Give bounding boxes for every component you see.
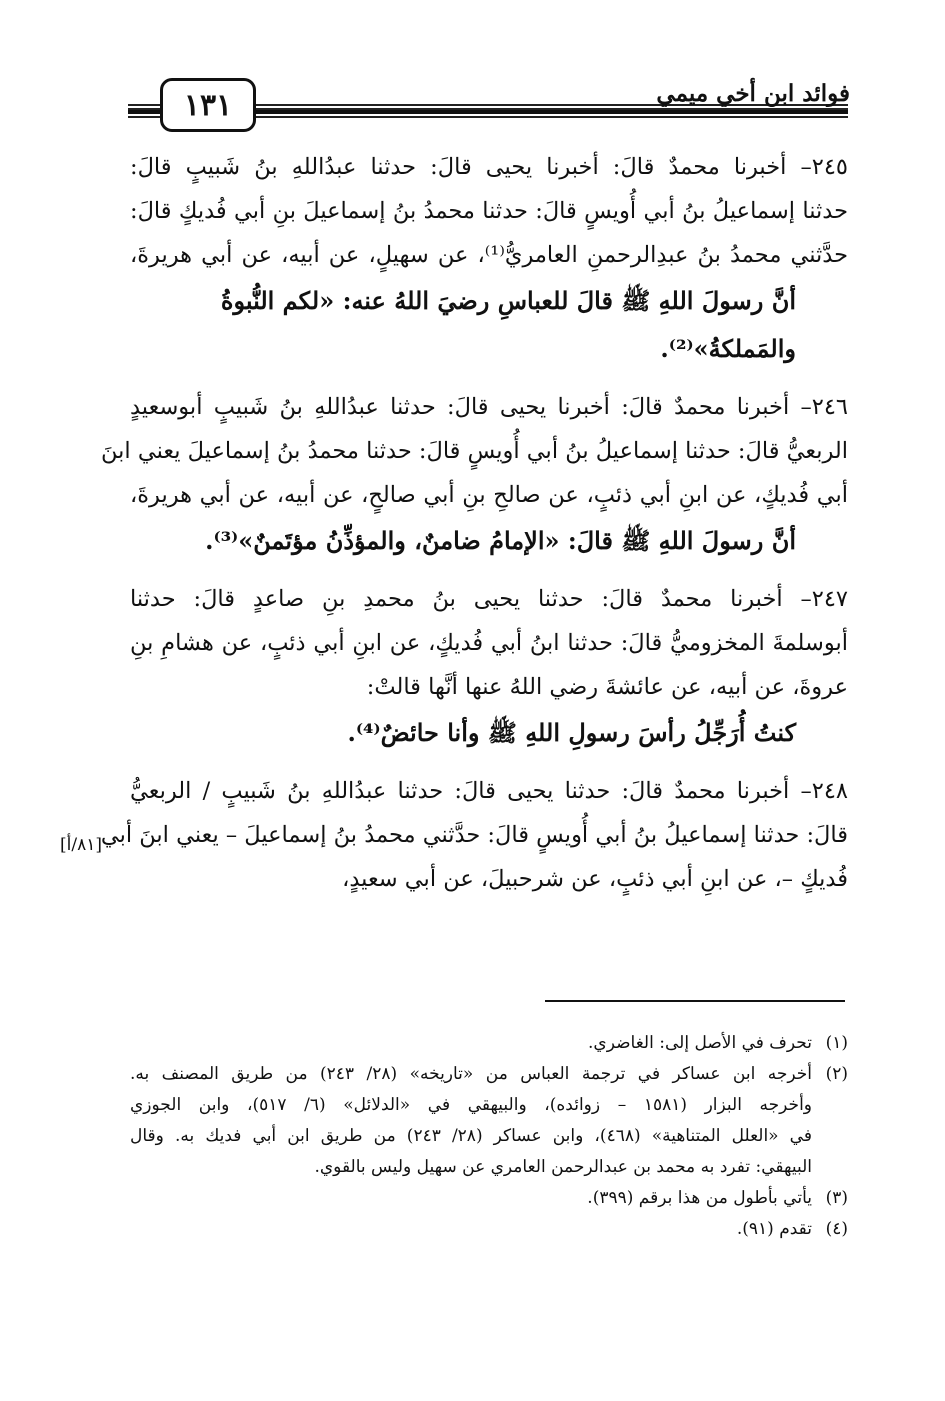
- text-line: قالَ: حدثنا إسماعيلُ بنُ أبي أُويسٍ قالَ: حدَّثني محمدُ بنُ إسماعيلَ – يعني ابنَ أبي: [100, 822, 848, 848]
- footnote-separator: [545, 1000, 845, 1002]
- hadith-246: [101, 385, 848, 565]
- footnote-text: يأتي بأطول من هذا برقم (٣٩٩).: [587, 1188, 812, 1208]
- footnote-text: تحرف في الأصل إلى: الغاضري.: [588, 1033, 812, 1053]
- text-line: الربعيُّ قالَ: حدثنا إسماعيلُ بنُ أبي أُويسٍ قالَ: حدثنا محمدُ بنُ إسماعيلَ يعني ابنَ: [101, 438, 848, 464]
- main-text: [100, 145, 848, 913]
- footnote-3: [130, 1183, 848, 1214]
- text-line: ٢٤٥– أخبرنا محمدٌ قالَ: أخبرنا يحيى قالَ: حدثنا عبدُاللهِ بنُ شَبيبٍ قالَ:: [130, 154, 848, 180]
- footnote-2-continuation: وأخرجه البزار (١٥٨١ – زوائده)، والبيهقي في «الدلائل» (٦/ ٥١٧)، وابن الجوزي: [130, 1095, 812, 1115]
- running-title: فوائد ابن أخي ميمي: [656, 80, 850, 107]
- text-line: ٢٤٧– أخبرنا محمدٌ قالَ: حدثنا يحيى بنُ محمدِ بنِ صاعدٍ قالَ: حدثنا: [130, 586, 848, 612]
- manuscript-folio-marker: [٨١/أ]: [60, 835, 102, 855]
- text-line: ٢٤٨– أخبرنا محمدٌ قالَ: حدثنا يحيى قالَ: حدثنا عبدُاللهِ بنُ شَبيبٍ / الربعيُّ: [130, 778, 848, 804]
- footnote-number: (٢): [825, 1064, 848, 1084]
- footnote-number: (٣): [825, 1188, 848, 1208]
- footnote-number: (١): [825, 1033, 848, 1053]
- footnote-number: (٤): [825, 1219, 848, 1239]
- hadith-245: [130, 145, 848, 373]
- text-line: أبي فُديكٍ، عن ابنِ أبي ذئبٍ، عن صالحِ بنِ أبي صالحٍ، عن أبيه، عن أبي هريرةَ،: [130, 482, 848, 508]
- footnote-2-continuation: البيهقي: تفرد به محمد بن عبدالرحمن العامري عن سهيل وليس بالقوي.: [314, 1157, 812, 1177]
- text-line: ٢٤٦– أخبرنا محمدٌ قالَ: أخبرنا يحيى قالَ: حدثنا عبدُاللهِ بنُ شَبيبٍ أبوسعيدٍ: [130, 394, 848, 420]
- text-line: أبوسلمةَ المخزوميُّ قالَ: حدثنا ابنُ أبي فُديكٍ، عن ابنِ أبي ذئبٍ، عن هشامِ بنِ: [130, 630, 848, 656]
- text-line: عروةَ، عن أبيه، عن عائشةَ رضي اللهُ عنها أنَّها قالتْ:: [366, 674, 848, 700]
- footnote-2-continuation: في «العلل المتناهية» (٤٦٨)، وابن عساكر (٢٨/ ٢٤٣) من طريق ابن أبي فديك به. وقال: [130, 1126, 812, 1146]
- footnote-4: [130, 1214, 848, 1245]
- text-line: فُديكٍ –، عن ابنِ أبي ذئبٍ، عن شرحبيلَ، عن أبي سعيدٍ،: [342, 866, 848, 892]
- hadith-quote: كنتُ أُرَجِّلُ رأسَ رسولِ اللهِ ﷺ وأنا حائضٌ⁽⁴⁾.: [347, 718, 796, 747]
- text-line: حدثنا إسماعيلُ بنُ أبي أُويسٍ قالَ: حدثنا محمدُ بنُ إسماعيلَ بنِ أبي فُديكٍ قالَ:: [130, 198, 848, 224]
- hadith-247: [130, 577, 848, 757]
- footnote-2: [130, 1059, 848, 1090]
- hadith-248: [100, 769, 848, 901]
- hadith-quote: أنَّ رسولَ اللهِ ﷺ قالَ: «الإمامُ ضامنٌ، والمؤذِّنُ مؤتَمنٌ»⁽³⁾.: [205, 526, 796, 555]
- footnote-text: تقدم (٩١).: [736, 1219, 812, 1239]
- footnote-text: أخرجه ابن عساكر في ترجمة العباس من «تاريخه» (٢٨/ ٢٤٣) من طريق المصنف به.: [130, 1064, 812, 1084]
- hadith-quote: أنَّ رسولَ اللهِ ﷺ قالَ للعباسِ رضيَ اللهُ عنه: «لكم النُّبوةُ والمَملكةُ»⁽²⁾.: [220, 286, 796, 363]
- page-number: ١٣١: [160, 78, 256, 132]
- text-line: حدَّثني محمدُ بنُ عبدِالرحمنِ العامريُّ⁽¹⁾، عن سهيلٍ، عن أبيه، عن أبي هريرةَ،: [130, 242, 848, 268]
- footnotes: [130, 1028, 848, 1245]
- footnote-1: [130, 1028, 848, 1059]
